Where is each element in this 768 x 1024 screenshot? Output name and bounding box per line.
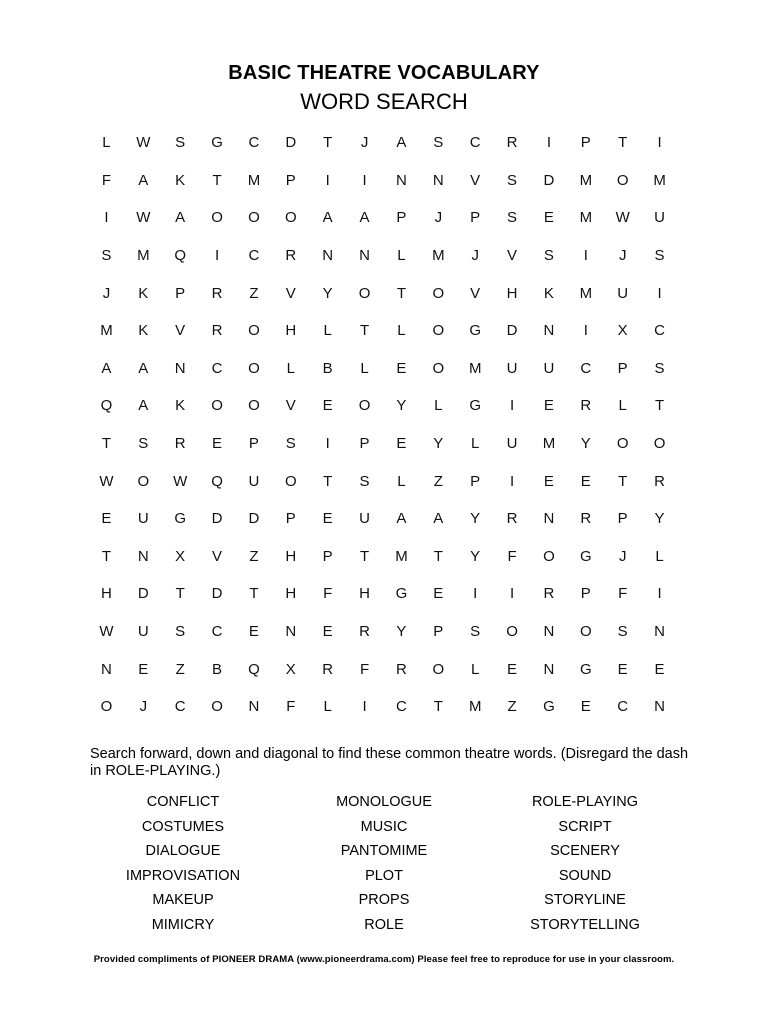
grid-letter: O (211, 397, 223, 415)
grid-letter: Q (174, 247, 187, 265)
grid-letter: T (359, 322, 370, 340)
grid-letter: D (543, 171, 555, 189)
grid-letter: D (506, 322, 518, 340)
grid-letter: P (617, 359, 628, 377)
grid-letter: N (359, 247, 370, 265)
grid-letter: P (433, 623, 444, 641)
grid-letter: I (657, 585, 662, 603)
word-list-item: ROLE-PLAYING (531, 794, 639, 810)
grid-letter: F (618, 585, 628, 603)
grid-letter: N (543, 510, 555, 528)
grid-letter: R (174, 435, 186, 453)
grid-letter: I (657, 134, 662, 152)
grid-letter: R (396, 660, 407, 678)
grid-letter: G (469, 322, 482, 340)
word-list-item: PLOT (365, 867, 403, 884)
grid-letter: Q (211, 472, 223, 490)
word-list-item: SCENERY (550, 843, 620, 859)
grid-letter: L (360, 359, 369, 377)
grid-letter: T (618, 472, 628, 490)
grid-letter: T (359, 547, 370, 565)
grid-letter: Z (507, 698, 517, 716)
grid-letter: S (285, 435, 296, 453)
grid-letter: T (654, 397, 665, 415)
grid-letter: T (396, 284, 407, 302)
grid-letter: A (175, 209, 186, 227)
grid-letter: V (470, 171, 481, 189)
grid-letter: I (657, 284, 662, 302)
grid-letter: P (580, 134, 591, 152)
grid-letter: I (473, 585, 478, 603)
grid-letter: O (284, 209, 297, 227)
grid-letter: V (285, 284, 296, 302)
grid-letter: L (286, 359, 295, 377)
grid-letter: H (506, 284, 518, 302)
grid-letter: I (104, 209, 109, 227)
grid-letter: S (507, 171, 518, 189)
grid-letter: F (359, 660, 370, 678)
grid-letter: M (579, 171, 593, 189)
word-list-item: ROLE (364, 916, 404, 933)
grid-letter: O (432, 284, 445, 302)
grid-letter: P (359, 435, 370, 453)
grid-letter: A (396, 134, 407, 152)
grid-letter: F (507, 547, 517, 565)
grid-letter: M (395, 547, 408, 565)
grid-letter: Y (580, 435, 591, 453)
grid-letter: O (248, 397, 260, 415)
grid-letter: O (100, 698, 113, 716)
grid-letter: G (469, 397, 482, 415)
grid-letter: N (174, 359, 186, 377)
grid-letter: N (248, 698, 260, 716)
grid-letter: A (359, 209, 370, 227)
grid-letter: J (618, 247, 627, 265)
grid-letter: Y (322, 284, 333, 302)
grid-letter: A (138, 359, 149, 377)
grid-letter: S (507, 209, 518, 227)
grid-letter: W (136, 209, 151, 227)
grid-letter: O (211, 209, 223, 227)
word-list-item: PANTOMIME (340, 843, 428, 859)
grid-letter: A (138, 171, 149, 189)
grid-letter: Y (470, 547, 481, 565)
word-list-item: SCRIPT (558, 818, 612, 835)
grid-letter: G (579, 547, 592, 565)
grid-letter: O (358, 397, 371, 415)
grid-letter: L (397, 472, 406, 490)
grid-letter: U (543, 359, 555, 377)
grid-letter: O (358, 284, 371, 302)
word-list-item: MIMICRY (151, 916, 215, 933)
grid-letter: T (212, 171, 222, 189)
grid-letter: O (137, 472, 150, 490)
grid-letter: S (101, 247, 112, 265)
grid-letter: O (284, 472, 297, 490)
grid-letter: I (509, 472, 515, 490)
grid-letter: W (99, 472, 114, 490)
grid-letter: O (248, 322, 260, 340)
grid-letter: R (322, 660, 334, 678)
grid-letter: L (397, 322, 406, 340)
grid-letter: H (101, 585, 112, 603)
grid-letter: D (248, 510, 260, 528)
grid-letter: O (543, 547, 555, 565)
grid-letter: L (102, 134, 111, 152)
grid-letter: L (323, 322, 332, 340)
grid-letter: A (433, 510, 444, 528)
grid-letter: I (325, 171, 330, 189)
grid-letter: G (579, 660, 592, 678)
grid-letter: S (470, 623, 481, 641)
grid-letter: R (211, 284, 223, 302)
grid-letter: E (433, 585, 444, 603)
grid-letter: O (248, 209, 260, 227)
grid-letter: P (175, 284, 186, 302)
grid-letter: W (99, 623, 114, 641)
grid-letter: U (506, 359, 518, 377)
grid-letter: H (285, 585, 297, 603)
grid-letter: A (322, 209, 333, 227)
grid-letter: F (323, 585, 333, 603)
grid-letter: Z (249, 284, 259, 302)
word-list-item: PROPS (358, 892, 410, 908)
grid-letter: I (546, 134, 552, 152)
grid-letter: V (507, 247, 518, 265)
grid-letter: T (101, 435, 112, 453)
grid-letter: I (362, 698, 367, 716)
grid-letter: G (211, 134, 223, 152)
grid-letter: E (507, 660, 518, 678)
grid-letter: R (580, 510, 592, 528)
grid-letter: Y (396, 623, 407, 641)
grid-letter: R (543, 585, 555, 603)
grid-letter: M (100, 322, 113, 340)
grid-letter: W (615, 209, 630, 227)
grid-letter: O (432, 359, 445, 377)
grid-letter: O (616, 435, 629, 453)
grid-letter: T (323, 134, 333, 152)
grid-letter: P (248, 435, 259, 453)
grid-letter: F (286, 698, 296, 716)
grid-letter: Y (654, 510, 665, 528)
grid-letter: P (285, 171, 296, 189)
grid-letter: L (471, 660, 480, 678)
grid-letter: E (543, 209, 554, 227)
grid-letter: M (579, 284, 593, 302)
word-list-item: MUSIC (360, 818, 408, 835)
grid-letter: E (543, 472, 554, 490)
grid-letter: H (359, 585, 370, 603)
grid-letter: D (211, 510, 223, 528)
grid-letter: L (323, 698, 332, 716)
grid-letter: S (175, 623, 186, 641)
grid-letter: D (137, 585, 149, 603)
grid-letter: Z (249, 547, 259, 565)
grid-letter: N (543, 322, 555, 340)
grid-letter: C (248, 247, 260, 265)
grid-letter: J (618, 547, 627, 565)
grid-letter: I (362, 171, 367, 189)
word-list-item: STORYTELLING (530, 916, 640, 933)
grid-letter: O (579, 623, 592, 641)
grid-letter: M (468, 359, 482, 377)
grid-letter: K (175, 171, 186, 189)
grid-letter: P (322, 547, 333, 565)
grid-letter: E (396, 435, 407, 453)
grid-letter: A (101, 359, 112, 377)
grid-letter: S (654, 359, 665, 377)
grid-letter: B (322, 359, 333, 377)
grid-letter: G (174, 510, 187, 528)
grid-letter: A (138, 397, 149, 415)
grid-letter: M (137, 247, 150, 265)
grid-letter: K (138, 322, 149, 340)
grid-letter: C (174, 698, 186, 716)
grid-letter: E (322, 623, 333, 641)
grid-letter: L (434, 397, 443, 415)
grid-letter: U (137, 510, 149, 528)
grid-letter: F (101, 171, 112, 189)
grid-letter: V (212, 547, 223, 565)
grid-letter: L (397, 247, 406, 265)
grid-letter: M (468, 698, 482, 716)
grid-letter: I (214, 247, 220, 265)
page-subtitle: WORD SEARCH (300, 89, 468, 114)
grid-letter: N (432, 171, 444, 189)
grid-letter: J (434, 209, 443, 227)
grid-letter: T (323, 472, 333, 490)
word-list-item: MAKEUP (152, 892, 214, 908)
grid-letter: R (654, 472, 665, 490)
grid-letter: V (175, 322, 186, 340)
grid-letter: O (616, 171, 629, 189)
grid-letter: Q (100, 397, 113, 415)
grid-letter: D (285, 134, 297, 152)
grid-letter: T (249, 585, 259, 603)
grid-letter: P (470, 209, 481, 227)
grid-letter: J (102, 284, 111, 302)
grid-letter: P (396, 209, 407, 227)
grid-letter: J (360, 134, 369, 152)
grid-letter: M (542, 435, 556, 453)
grid-letter: S (543, 247, 554, 265)
grid-letter: M (653, 171, 666, 189)
grid-letter: Y (433, 435, 444, 453)
word-list-item: COSTUMES (141, 818, 225, 835)
grid-letter: Z (175, 660, 185, 678)
grid-letter: N (654, 698, 665, 716)
grid-letter: E (248, 623, 259, 641)
grid-letter: L (471, 435, 480, 453)
grid-letter: D (211, 585, 223, 603)
grid-letter: V (470, 284, 481, 302)
grid-letter: N (101, 660, 112, 678)
grid-letter: P (285, 510, 296, 528)
grid-letter: N (322, 247, 334, 265)
word-search-grid (88, 124, 678, 726)
grid-letter: E (580, 698, 591, 716)
grid-letter: U (359, 510, 370, 528)
grid-letter: N (543, 660, 555, 678)
grid-letter: I (583, 247, 588, 265)
grid-letter: E (322, 510, 333, 528)
grid-letter: E (101, 510, 112, 528)
grid-letter: R (285, 247, 297, 265)
grid-letter: Y (470, 510, 481, 528)
grid-letter: E (617, 660, 628, 678)
grid-letter: U (654, 209, 665, 227)
grid-letter: U (248, 472, 260, 490)
grid-letter: T (175, 585, 185, 603)
grid-letter: C (211, 623, 223, 641)
grid-letter: G (543, 698, 555, 716)
grid-letter: C (396, 698, 407, 716)
grid-letter: X (175, 547, 186, 565)
grid-letter: O (248, 359, 260, 377)
grid-letter: S (433, 134, 444, 152)
grid-letter: C (469, 134, 481, 152)
grid-letter: C (211, 359, 223, 377)
grid-letter: I (325, 435, 330, 453)
grid-letter: Y (396, 397, 407, 415)
grid-letter: K (138, 284, 149, 302)
grid-letter: E (396, 359, 407, 377)
grid-letter: T (101, 547, 112, 565)
grid-letter: C (654, 322, 665, 340)
grid-letter: R (359, 623, 370, 641)
grid-letter: M (579, 209, 593, 227)
grid-letter: I (583, 322, 588, 340)
grid-letter: O (506, 623, 518, 641)
grid-letter: E (138, 660, 149, 678)
grid-letter: S (617, 623, 628, 641)
grid-letter: M (247, 171, 261, 189)
grid-letter: I (509, 397, 515, 415)
grid-letter: C (617, 698, 629, 716)
grid-letter: O (211, 698, 223, 716)
grid-letter: O (432, 322, 445, 340)
footer-credit: Provided compliments of PIONEER DRAMA (www.pioneerdrama.com) Please feel free to reproduce for use in your classroom. (93, 954, 675, 965)
grid-letter: S (654, 247, 665, 265)
grid-letter: H (285, 547, 297, 565)
grid-letter: G (395, 585, 408, 603)
grid-letter: T (433, 547, 443, 565)
grid-letter: B (212, 660, 223, 678)
word-list-item: SOUND (558, 867, 612, 884)
grid-letter: R (506, 134, 518, 152)
instructions-text: Search forward, down and diagonal to find these common theatre words. (Disregard the dash in ROLE-PLAYING.) (90, 746, 689, 779)
grid-letter: U (506, 435, 518, 453)
grid-letter: W (173, 472, 188, 490)
grid-letter: E (322, 397, 333, 415)
grid-letter: K (175, 397, 186, 415)
word-list-item: IMPROVISATION (125, 867, 241, 884)
grid-letter: E (654, 660, 665, 678)
grid-letter: E (580, 472, 591, 490)
word-list-item: CONFLICT (146, 794, 220, 810)
grid-letter: C (580, 359, 592, 377)
grid-letter: T (618, 134, 628, 152)
grid-letter: P (470, 472, 481, 490)
page-title: BASIC THEATRE VOCABULARY (228, 62, 540, 84)
grid-letter: K (543, 284, 554, 302)
grid-letter: M (432, 247, 445, 265)
grid-letter: L (618, 397, 627, 415)
grid-letter: J (139, 698, 148, 716)
grid-letter: S (175, 134, 186, 152)
grid-letter: O (653, 435, 666, 453)
grid-letter: J (471, 247, 479, 265)
grid-letter: Q (248, 660, 260, 678)
word-list-item: STORYLINE (544, 892, 626, 908)
grid-letter: O (432, 660, 445, 678)
grid-letter: Z (433, 472, 443, 490)
grid-letter: U (617, 284, 629, 302)
grid-letter: E (543, 397, 554, 415)
word-list-item: MONOLOGUE (336, 794, 432, 810)
grid-letter: V (285, 397, 296, 415)
word-list-item: DIALOGUE (145, 843, 221, 859)
grid-letter: N (396, 171, 407, 189)
word-list (88, 792, 680, 939)
grid-letter: N (543, 623, 555, 641)
grid-letter: L (655, 547, 664, 565)
grid-letter: R (211, 322, 223, 340)
grid-letter: A (396, 510, 407, 528)
grid-letter: S (359, 472, 370, 490)
grid-letter: E (212, 435, 223, 453)
grid-letter: X (285, 660, 296, 678)
grid-letter: X (617, 322, 628, 340)
grid-letter: U (137, 623, 149, 641)
grid-letter: H (285, 322, 297, 340)
grid-letter: N (137, 547, 149, 565)
grid-letter: N (285, 623, 297, 641)
grid-letter: S (138, 435, 149, 453)
grid-letter: I (509, 585, 515, 603)
grid-letter: R (506, 510, 518, 528)
grid-letter: W (136, 134, 151, 152)
grid-letter: P (580, 585, 591, 603)
grid-letter: N (654, 623, 665, 641)
grid-letter: R (580, 397, 592, 415)
grid-letter: P (617, 510, 628, 528)
grid-letter: T (433, 698, 443, 716)
grid-letter: C (248, 134, 260, 152)
